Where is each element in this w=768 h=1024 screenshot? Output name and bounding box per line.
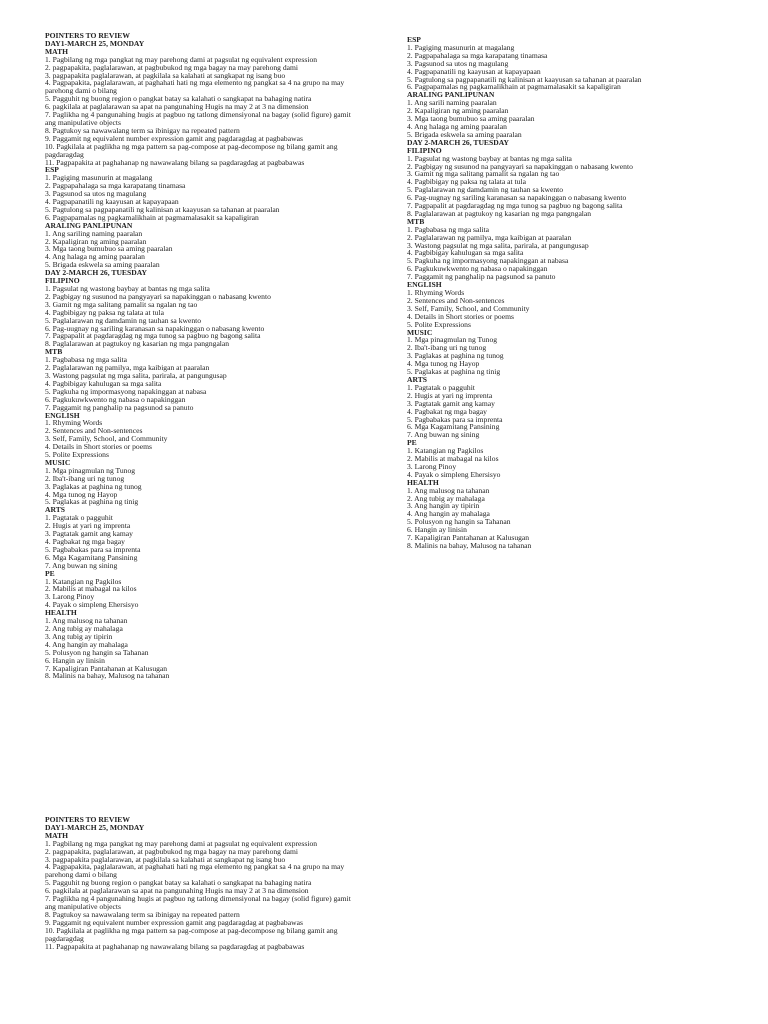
list-item: 2. Hugis at yari ng imprenta — [407, 390, 493, 400]
list-item: 9. Paggamit ng equivalent number expression gamit ang pagdaragdag at pagbabawas — [45, 133, 303, 143]
list-item: 1. Pagtatak o pagguhit — [45, 513, 113, 523]
list-item: 1. Pagbilang ng mga pangkat ng may parehong dami at pagsulat ng equivalent expression — [45, 54, 318, 64]
section-heading: ENGLISH — [407, 280, 442, 290]
list-item: 2. Ang tubig ay mahalaga — [45, 623, 123, 633]
list-item: 6. Pag-uugnay ng sariling karanasan sa napakinggan o nabasang kwento — [45, 323, 265, 333]
section-heading: MATH — [45, 830, 69, 840]
list-item: 8. Malinis na bahay, Malusog na tahanan — [45, 671, 170, 681]
list-item: 4. Ang halaga ng aming paaralan — [407, 121, 507, 131]
section-heading: ARTS — [45, 505, 65, 515]
list-item: 6. pagkilala at paglalarawan sa apat na pangunahing Hugis na may 2 at 3 na dimension — [45, 102, 309, 112]
list-item: 3. Gamit ng mga salitang pamalit sa ngalan ng tao — [407, 169, 560, 179]
section-heading: DAY 2-MARCH 26, TUESDAY — [407, 137, 509, 147]
section-heading: FILIPINO — [45, 276, 80, 286]
section-heading: MUSIC — [407, 327, 433, 337]
list-item: 1. Ang sarili naming paaralan — [407, 98, 497, 108]
list-item: 1. Pagsulat ng wastong baybay at bantas ng mga salita — [407, 153, 572, 163]
list-item: 1. Mga pinagmulan ng Tunog — [45, 465, 136, 475]
list-item: 2. Pagpapahalaga sa mga karapatang tinamasa — [407, 50, 548, 60]
list-item: 4. Pagbakat ng mga bagay — [45, 537, 125, 546]
list-item: 5. Paglalarawan ng damdamin ng tauhan sa kwento — [45, 315, 202, 325]
list-item: 4. Mga tunog ng Hayop — [45, 489, 118, 499]
list-item: 1. Pagtatak o pagguhit — [407, 382, 475, 392]
list-item: 8. Pagtukoy sa nawawalang term sa ibinigay na repeated pattern — [45, 909, 240, 919]
list-item: 4. Ang halaga ng aming paaralan — [45, 252, 145, 262]
list-item: 2. Paglalarawan ng pamilya, mga kaibigan at paaralan — [407, 232, 572, 242]
list-item: 1. Katangian ng Pagkilos — [407, 446, 484, 456]
list-item: 7. Paggamit ng panghalip na pagsunod sa panuto — [407, 272, 556, 282]
list-item: 2. Iba't-ibang uri ng tunog — [45, 473, 125, 483]
list-item: 3. Wastong pagsulat ng mga salita, parirala, at pangungusap — [45, 370, 227, 380]
list-item: 6. Pagkukuwkwento ng nabasa o napakinggan — [407, 264, 548, 274]
list-item: 5. Pagkuha ng impormasyong napakinggan at nabasa — [45, 386, 207, 396]
list-item: 3. Self, Family, School, and Community — [407, 303, 530, 313]
section-heading: ESP — [407, 35, 421, 44]
list-item: 2. Sentences and Non-sentences — [45, 426, 143, 436]
list-item: 4. Pagpapanatili ng kaayusan at kapayapaan — [407, 66, 541, 76]
list-item: 8. Paglalarawan at pagtukoy ng kasarian ng mga pangngalan — [45, 339, 230, 349]
list-item: 3. Pagtatak gamit ang kamay — [407, 398, 495, 408]
section-heading: DAY1-MARCH 25, MONDAY — [45, 38, 145, 48]
list-item: 9. Paggamit ng equivalent number expression gamit ang pagdaragdag at pagbabawas — [45, 917, 303, 927]
list-item: 4. Pagpapanatili ng kaayusan at kapayapaan — [45, 197, 179, 207]
list-item: 3. Paglakas at paghina ng tunog — [45, 481, 142, 491]
list-item: 3. Larong Pinoy — [407, 461, 457, 471]
list-item: 3. Ang hangin ay tipirin — [407, 501, 480, 511]
section-heading: POINTERS TO REVIEW — [45, 815, 130, 824]
list-item: 2. Kapaligiran ng aming paaralan — [45, 236, 147, 246]
list-item: 6. Hangin ay linisin — [45, 655, 105, 665]
list-item: 1. Katangian ng Pagkilos — [45, 576, 122, 586]
bottom-block — [45, 816, 360, 950]
list-item: 6. Pag-uugnay ng sariling karanasan sa napakinggan o nabasang kwento — [407, 193, 627, 203]
list-item: 5. Pagbabakas para sa imprenta — [45, 544, 141, 554]
list-item: 5. Polite Expressions — [407, 319, 471, 329]
list-item: 6. Pagpapamalas ng pagkamalikhain at pagmamalasakit sa kapaligiran — [407, 82, 621, 92]
list-item: 2. pagpapakita, paglalarawan, at pagbubukod ng mga bagay na may parehong dami — [45, 846, 299, 856]
list-item: 4. Pagbibigay kahulugan sa mga salita — [407, 248, 524, 258]
list-item: 10. Pagkilala at paglikha ng mga pattern sa pag-compose at pag-decompose ng bilang gamit ang pagdaragdag — [45, 141, 338, 159]
list-item: 7. Paggamit ng panghalip na pagsunod sa panuto — [45, 402, 194, 412]
list-item: 4. Pagpapakita, paglalarawan, at paghahati hati ng mga elemento ng pangkat sa 4 na grupo na may parehong dami o bilang — [45, 862, 345, 880]
list-item: 5. Pagtulong sa pagpapanatili ng kalinisan at kaayusan sa tahanan at paaralan — [407, 74, 642, 84]
list-item: 4. Pagbibigay ng paksa ng talata at tula — [407, 177, 526, 187]
list-item: 10. Pagkilala at paglikha ng mga pattern sa pag-compose at pag-decompose ng bilang gamit ang pagdaragdag — [45, 925, 338, 943]
section-heading: PE — [407, 438, 417, 448]
list-item: 8. Pagtukoy sa nawawalang term sa ibinigay na repeated pattern — [45, 125, 240, 135]
list-item: 1. Rhyming Words — [45, 418, 103, 428]
list-item: 6. Mga Kagamitang Pansining — [407, 422, 500, 432]
list-item: 6. Pagkukuwkwento ng nabasa o napakinggan — [45, 394, 186, 404]
list-item: 1. Mga pinagmulan ng Tunog — [407, 335, 498, 345]
list-item: 2. pagpapakita, paglalarawan, at pagbubukod ng mga bagay na may parehong dami — [45, 62, 299, 72]
section-heading: MTB — [407, 216, 425, 226]
list-item: 7. Kapaligiran Pantahanan at Kalusugan — [407, 533, 530, 543]
section-heading: PE — [45, 568, 55, 578]
list-item: 5. Pagguhit ng buong region o pangkat batay sa kalahati o sangkapat na bahaging natira — [45, 94, 312, 104]
list-item: 7. Paglikha ng 4 pangunahing hugis at pagbuo ng tatlong dimensiyonal na bagay (solid figure) gamit ang manipulative objects — [45, 110, 351, 127]
list-item: 1. Pagbilang ng mga pangkat ng may parehong dami at pagsulat ng equivalent expression — [45, 838, 318, 848]
list-item: 3. Paglakas at paghina ng tunog — [407, 351, 504, 361]
list-item: 2. Pagbigay ng susunod na pangyayari sa napakinggan o nabasang kwento — [45, 291, 271, 301]
list-item: 1. Pagbabasa ng mga salita — [45, 355, 128, 365]
list-item: 2. Mabilis at mabagal na kilos — [45, 584, 137, 594]
list-item: 3. Gamit ng mga salitang pamalit sa ngalan ng tao — [45, 299, 198, 309]
list-item: 2. Pagpapahalaga sa mga karapatang tinamasa — [45, 181, 186, 191]
section-heading: DAY1-MARCH 25, MONDAY — [45, 822, 145, 832]
left-column — [45, 32, 360, 680]
list-item: 5. Brigada eskwela sa aming paaralan — [407, 129, 522, 139]
section-heading: ARALING PANLIPUNAN — [407, 90, 495, 100]
list-item: 3. Mga taong bumubuo sa aming paaralan — [407, 114, 535, 124]
list-item: 3. Ang tubig ay tipirin — [45, 631, 113, 641]
list-item: 2. Mabilis at mabagal na kilos — [407, 454, 499, 464]
list-item: 8. Paglalarawan at pagtukoy ng kasarian ng mga pangngalan — [407, 208, 592, 218]
list-item: 3. Mga taong bumubuo sa aming paaralan — [45, 244, 173, 254]
list-item: 4. Payak o simpleng Ehersisyo — [407, 469, 501, 479]
section-heading: ESP — [45, 165, 59, 175]
section-heading: MUSIC — [45, 457, 71, 467]
list-item: 1. Pagsulat ng wastong baybay at bantas ng mga salita — [45, 284, 210, 293]
list-item: 1. Ang malusog na tahanan — [45, 616, 128, 626]
list-item: 1. Pagbabasa ng mga salita — [407, 224, 490, 234]
list-item: 4. Details in Short stories or poems — [407, 311, 514, 321]
list-item: 6. Pagpapamalas ng pagkamalikhain at pagmamalasakit sa kapaligiran — [45, 212, 259, 222]
list-item: 2. Sentences and Non-sentences — [407, 295, 505, 305]
list-item: 1. Ang malusog na tahanan — [407, 485, 490, 495]
list-item: 4. Pagbibigay ng paksa ng talata at tula — [45, 307, 164, 317]
list-item: 4. Details in Short stories or poems — [45, 442, 152, 452]
list-item: 2. Iba't-ibang uri ng tunog — [407, 343, 487, 353]
list-item: 1. Rhyming Words — [407, 288, 465, 297]
list-item: 7. Pagpapalit at pagdaragdag ng mga tunog sa pagbuo ng bagong salita — [45, 331, 261, 341]
section-heading: HEALTH — [407, 477, 439, 487]
list-item: 3. Pagsunod sa utos ng magulang — [407, 58, 509, 68]
list-item: 1. Pagiging masunurin at magalang — [407, 42, 515, 52]
list-item: 6. pagkilala at paglalarawan sa apat na pangunahing Hugis na may 2 at 3 na dimension — [45, 886, 309, 896]
list-item: 11. Pagpapakita at paghahanap ng nawawalang bilang sa pagdaragdag at pagbabawas — [45, 941, 305, 951]
list-item: 5. Pagtulong sa pagpapanatili ng kalinisan at kaayusan sa tahanan at paaralan — [45, 204, 280, 214]
list-item: 6. Mga Kagamitang Pansining — [45, 552, 138, 562]
list-item: 8. Malinis na bahay, Malusog na tahanan — [407, 541, 532, 550]
list-item: 2. Pagbigay ng susunod na pangyayari sa napakinggan o nabasang kwento — [407, 161, 633, 171]
list-item: 7. Kapaligiran Pantahanan at Kalusugan — [45, 663, 168, 673]
section-heading: POINTERS TO REVIEW — [45, 31, 130, 40]
list-item: 7. Paglikha ng 4 pangunahing hugis at pagbuo ng tatlong dimensiyonal na bagay (solid figure) gamit ang manipulative objects — [45, 894, 351, 911]
list-item: 4. Ang hangin ay mahalaga — [407, 509, 490, 519]
list-item: 5. Paglakas at paghina ng tinig — [45, 497, 139, 507]
list-item: 3. Wastong pagsulat ng mga salita, parirala, at pangungusap — [407, 240, 589, 250]
section-heading: ARTS — [407, 374, 427, 384]
list-item: 1. Pagiging masunurin at magalang — [45, 173, 153, 183]
list-item: 4. Pagbakat ng mga bagay — [407, 406, 487, 416]
list-item: 2. Kapaligiran ng aming paaralan — [407, 106, 509, 116]
list-item: 11. Pagpapakita at paghahanap ng nawawalang bilang sa pagdaragdag at pagbabawas — [45, 157, 305, 167]
list-item: 3. pagpapakita paglalarawan, at pagkilala sa kalahati at sangkapat ng isang buo — [45, 70, 286, 80]
list-item: 5. Pagguhit ng buong region o pangkat batay sa kalahati o sangkapat na bahaging natira — [45, 878, 312, 888]
list-item: 3. Larong Pinoy — [45, 592, 95, 602]
list-item: 5. Polusyon ng hangin sa Tahanan — [45, 647, 149, 657]
right-column — [407, 36, 707, 550]
list-item: 4. Pagpapakita, paglalarawan, at paghahati hati ng mga elemento ng pangkat sa 4 na grupo na may parehong dami o bilang — [45, 78, 345, 96]
list-item: 7. Ang buwan ng sining — [45, 560, 118, 570]
list-item: 4. Mga tunog ng Hayop — [407, 359, 480, 369]
list-item: 5. Pagkuha ng impormasyong napakinggan at nabasa — [407, 256, 569, 266]
list-item: 4. Ang hangin ay mahalaga — [45, 639, 128, 649]
section-heading: MTB — [45, 347, 63, 357]
list-item: 4. Payak o simpleng Ehersisyo — [45, 600, 139, 610]
list-item: 5. Paglakas at paghina ng tinig — [407, 367, 501, 377]
list-item: 7. Pagpapalit at pagdaragdag ng mga tunog sa pagbuo ng bagong salita — [407, 201, 623, 211]
list-item: 3. pagpapakita paglalarawan, at pagkilala sa kalahati at sangkapat ng isang buo — [45, 854, 286, 864]
section-heading: ARALING PANLIPUNAN — [45, 220, 133, 230]
section-heading: MATH — [45, 46, 69, 56]
list-item: 5. Paglalarawan ng damdamin ng tauhan sa kwento — [407, 185, 564, 195]
list-item: 5. Brigada eskwela sa aming paaralan — [45, 260, 160, 270]
section-heading: FILIPINO — [407, 145, 442, 155]
list-item: 4. Pagbibigay kahulugan sa mga salita — [45, 378, 162, 388]
list-item: 2. Paglalarawan ng pamilya, mga kaibigan at paaralan — [45, 363, 210, 373]
section-heading: DAY 2-MARCH 26, TUESDAY — [45, 268, 147, 278]
list-item: 1. Ang sariling naming paaralan — [45, 228, 143, 238]
list-item: 6. Hangin ay linisin — [407, 525, 467, 535]
list-item: 7. Ang buwan ng sining — [407, 430, 480, 440]
list-item: 5. Pagbabakas para sa imprenta — [407, 414, 503, 424]
list-item: 2. Ang tubig ay mahalaga — [407, 493, 485, 503]
section-heading: ENGLISH — [45, 410, 80, 420]
list-item: 5. Polite Expressions — [45, 450, 109, 460]
section-heading: HEALTH — [45, 608, 77, 618]
list-item: 3. Pagtatak gamit ang kamay — [45, 529, 133, 539]
list-item: 3. Pagsunod sa utos ng magulang — [45, 189, 147, 199]
list-item: 3. Self, Family, School, and Community — [45, 434, 168, 444]
list-item: 2. Hugis at yari ng imprenta — [45, 521, 131, 531]
list-item: 5. Polusyon ng hangin sa Tahanan — [407, 517, 511, 527]
